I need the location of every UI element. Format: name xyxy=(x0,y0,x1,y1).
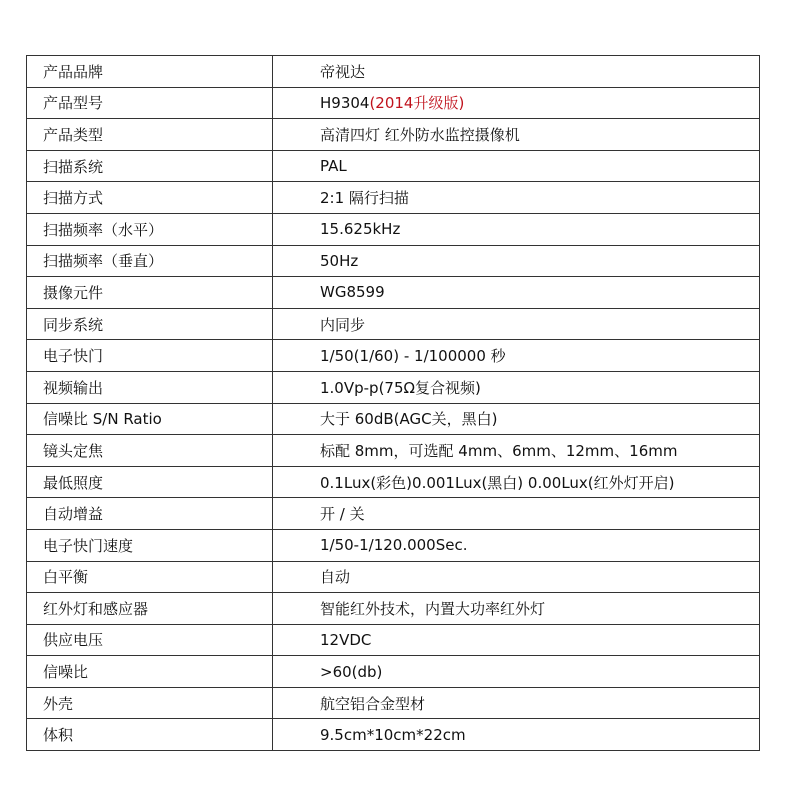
row-value: WG8599 xyxy=(273,277,760,309)
table-row xyxy=(27,119,760,151)
row-label: 体积 xyxy=(27,719,273,751)
row-value: 9.5cm*10cm*22cm xyxy=(273,719,760,751)
row-value: 0.1Lux(彩色)0.001Lux(黑白) 0.00Lux(红外灯开启) xyxy=(273,466,760,498)
table-row xyxy=(27,687,760,719)
row-label: 同步系统 xyxy=(27,308,273,340)
row-label: 信噪比 S/N Ratio xyxy=(27,403,273,435)
table-row xyxy=(27,56,760,88)
row-value: 高清四灯 红外防水监控摄像机 xyxy=(273,119,760,151)
row-label: 最低照度 xyxy=(27,466,273,498)
table-row xyxy=(27,498,760,530)
row-label: 镜头定焦 xyxy=(27,435,273,467)
row-label: 白平衡 xyxy=(27,561,273,593)
row-label: 扫描频率（水平） xyxy=(27,213,273,245)
row-label: 视频输出 xyxy=(27,371,273,403)
row-value: 智能红外技术，内置大功率红外灯 xyxy=(273,593,760,625)
table-row xyxy=(27,624,760,656)
row-value: 2:1 隔行扫描 xyxy=(273,182,760,214)
table-row xyxy=(27,245,760,277)
row-label: 摄像元件 xyxy=(27,277,273,309)
table-row xyxy=(27,466,760,498)
row-value: 12VDC xyxy=(273,624,760,656)
table-row xyxy=(27,435,760,467)
table-row xyxy=(27,150,760,182)
table-row xyxy=(27,340,760,372)
row-label: 扫描系统 xyxy=(27,150,273,182)
table-row xyxy=(27,87,760,119)
row-label: 供应电压 xyxy=(27,624,273,656)
row-value: 开 / 关 xyxy=(273,498,760,530)
row-label: 信噪比 xyxy=(27,656,273,688)
table-row xyxy=(27,277,760,309)
row-label: 自动增益 xyxy=(27,498,273,530)
model-version-note: (2014升级版) xyxy=(369,94,465,113)
row-value: >60(db) xyxy=(273,656,760,688)
row-value: PAL xyxy=(273,150,760,182)
model-number: H9304 xyxy=(320,94,370,113)
table-row xyxy=(27,529,760,561)
spec-table xyxy=(26,55,760,751)
row-label: 电子快门 xyxy=(27,340,273,372)
row-value: 帝视达 xyxy=(273,56,760,88)
table-row xyxy=(27,308,760,340)
table-row xyxy=(27,182,760,214)
row-label: 扫描频率（垂直） xyxy=(27,245,273,277)
table-row xyxy=(27,561,760,593)
row-value: 内同步 xyxy=(273,308,760,340)
table-row xyxy=(27,403,760,435)
spec-table-body xyxy=(27,56,760,751)
row-value: 15.625kHz xyxy=(273,213,760,245)
table-row xyxy=(27,719,760,751)
row-value: 50Hz xyxy=(273,245,760,277)
row-value: 自动 xyxy=(273,561,760,593)
row-label: 电子快门速度 xyxy=(27,529,273,561)
row-label: 扫描方式 xyxy=(27,182,273,214)
row-value: 1/50(1/60) - 1/100000 秒 xyxy=(273,340,760,372)
row-label: 红外灯和感应器 xyxy=(27,593,273,625)
table-row xyxy=(27,656,760,688)
table-row xyxy=(27,371,760,403)
table-row xyxy=(27,593,760,625)
row-value: 1/50-1/120.000Sec. xyxy=(273,529,760,561)
row-value: 大于 60dB(AGC关，黑白) xyxy=(273,403,760,435)
row-label: 产品品牌 xyxy=(27,56,273,88)
row-value xyxy=(273,87,760,119)
row-value: 航空铝合金型材 xyxy=(273,687,760,719)
row-value: 1.0Vp-p(75Ω复合视频) xyxy=(273,371,760,403)
table-row xyxy=(27,213,760,245)
row-label: 外壳 xyxy=(27,687,273,719)
row-value: 标配 8mm，可选配 4mm、6mm、12mm、16mm xyxy=(273,435,760,467)
row-label: 产品型号 xyxy=(27,87,273,119)
row-label: 产品类型 xyxy=(27,119,273,151)
